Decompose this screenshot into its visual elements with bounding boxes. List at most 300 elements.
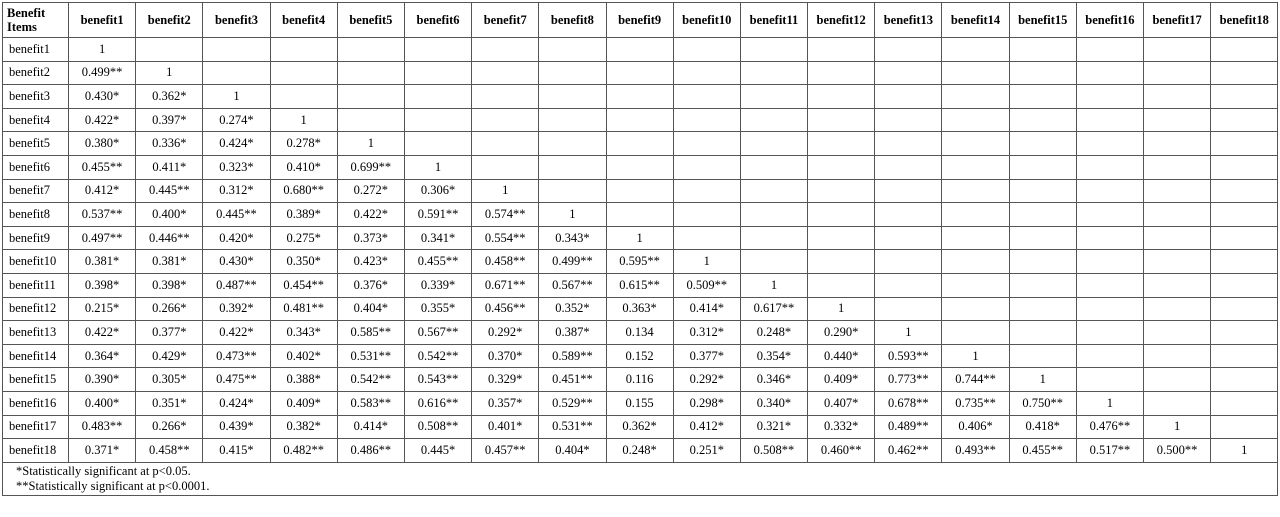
column-header: benefit11 — [740, 3, 807, 38]
correlation-cell: 1 — [69, 38, 136, 62]
correlation-cell: 0.537** — [69, 203, 136, 227]
correlation-cell: 0.499** — [69, 61, 136, 85]
correlation-cell: 0.616** — [404, 391, 471, 415]
column-header: benefit1 — [69, 3, 136, 38]
empty-cell — [270, 85, 337, 109]
table-body — [3, 38, 1278, 463]
correlation-cell: 1 — [1211, 439, 1278, 463]
empty-cell — [1076, 297, 1143, 321]
correlation-cell: 0.567** — [404, 321, 471, 345]
empty-cell — [740, 61, 807, 85]
correlation-cell: 0.699** — [337, 155, 404, 179]
empty-cell — [942, 108, 1009, 132]
empty-cell — [673, 38, 740, 62]
table-row — [3, 250, 1278, 274]
column-header: benefit7 — [472, 3, 539, 38]
empty-cell — [337, 61, 404, 85]
empty-cell — [1211, 250, 1278, 274]
empty-cell — [337, 85, 404, 109]
correlation-cell: 0.411* — [136, 155, 203, 179]
empty-cell — [404, 85, 471, 109]
correlation-cell: 0.458** — [136, 439, 203, 463]
correlation-cell: 0.455** — [1009, 439, 1076, 463]
correlation-cell: 0.346* — [740, 368, 807, 392]
correlation-cell: 0.457** — [472, 439, 539, 463]
empty-cell — [1009, 85, 1076, 109]
row-label: benefit16 — [3, 391, 69, 415]
empty-cell — [673, 85, 740, 109]
column-header: benefit4 — [270, 3, 337, 38]
correlation-cell: 0.440* — [808, 344, 875, 368]
empty-cell — [472, 108, 539, 132]
correlation-cell: 0.462** — [875, 439, 942, 463]
empty-cell — [1211, 273, 1278, 297]
correlation-cell: 0.343* — [270, 321, 337, 345]
column-header: benefit6 — [404, 3, 471, 38]
correlation-cell: 0.671** — [472, 273, 539, 297]
correlation-cell: 0.266* — [136, 297, 203, 321]
empty-cell — [1144, 203, 1211, 227]
correlation-cell: 0.744** — [942, 368, 1009, 392]
empty-cell — [1076, 85, 1143, 109]
correlation-cell: 0.388* — [270, 368, 337, 392]
correlation-cell: 0.380* — [69, 132, 136, 156]
correlation-cell: 0.410* — [270, 155, 337, 179]
correlation-cell: 1 — [606, 226, 673, 250]
correlation-cell: 1 — [337, 132, 404, 156]
empty-cell — [472, 38, 539, 62]
note-significance-0001: **Statistically significant at p<0.0001. — [16, 478, 210, 493]
correlation-cell: 0.357* — [472, 391, 539, 415]
correlation-cell: 0.397* — [136, 108, 203, 132]
correlation-cell: 1 — [539, 203, 606, 227]
correlation-cell: 0.446** — [136, 226, 203, 250]
correlation-cell: 0.272* — [337, 179, 404, 203]
correlation-cell: 0.508** — [740, 439, 807, 463]
empty-cell — [1211, 155, 1278, 179]
empty-cell — [942, 297, 1009, 321]
correlation-cell: 0.473** — [203, 344, 270, 368]
empty-cell — [1144, 108, 1211, 132]
empty-cell — [942, 38, 1009, 62]
correlation-cell: 0.387* — [539, 321, 606, 345]
correlation-cell: 0.418* — [1009, 415, 1076, 439]
empty-cell — [539, 38, 606, 62]
empty-cell — [808, 61, 875, 85]
correlation-cell: 0.567** — [539, 273, 606, 297]
correlation-cell: 0.508** — [404, 415, 471, 439]
correlation-cell: 0.591** — [404, 203, 471, 227]
correlation-cell: 0.593** — [875, 344, 942, 368]
empty-cell — [808, 179, 875, 203]
correlation-cell: 0.392* — [203, 297, 270, 321]
empty-cell — [673, 132, 740, 156]
correlation-cell: 1 — [404, 155, 471, 179]
table-row — [3, 391, 1278, 415]
empty-cell — [472, 155, 539, 179]
row-label: benefit1 — [3, 38, 69, 62]
correlation-cell: 0.398* — [69, 273, 136, 297]
correlation-cell: 0.404* — [337, 297, 404, 321]
empty-cell — [875, 273, 942, 297]
correlation-cell: 0.362* — [606, 415, 673, 439]
empty-cell — [740, 250, 807, 274]
empty-cell — [1144, 321, 1211, 345]
empty-cell — [606, 179, 673, 203]
empty-cell — [740, 179, 807, 203]
empty-cell — [740, 226, 807, 250]
table-row — [3, 344, 1278, 368]
empty-cell — [1211, 203, 1278, 227]
empty-cell — [875, 226, 942, 250]
correlation-cell: 0.680** — [270, 179, 337, 203]
empty-cell — [942, 203, 1009, 227]
empty-cell — [1009, 155, 1076, 179]
correlation-cell: 0.351* — [136, 391, 203, 415]
empty-cell — [1144, 179, 1211, 203]
correlation-cell: 0.414* — [337, 415, 404, 439]
correlation-cell: 0.376* — [337, 273, 404, 297]
correlation-cell: 0.292* — [472, 321, 539, 345]
empty-cell — [1144, 344, 1211, 368]
table-row — [3, 61, 1278, 85]
empty-cell — [203, 38, 270, 62]
notes-row — [3, 462, 1278, 495]
empty-cell — [337, 108, 404, 132]
empty-cell — [1076, 321, 1143, 345]
correlation-cell: 0.362* — [136, 85, 203, 109]
correlation-cell: 0.415* — [203, 439, 270, 463]
empty-cell — [539, 132, 606, 156]
correlation-cell: 0.454** — [270, 273, 337, 297]
correlation-cell: 1 — [472, 179, 539, 203]
correlation-cell: 1 — [875, 321, 942, 345]
correlation-cell: 0.409* — [270, 391, 337, 415]
empty-cell — [1076, 203, 1143, 227]
table-row — [3, 439, 1278, 463]
empty-cell — [539, 61, 606, 85]
empty-cell — [1076, 61, 1143, 85]
empty-cell — [1211, 38, 1278, 62]
empty-cell — [1211, 108, 1278, 132]
empty-cell — [808, 273, 875, 297]
correlation-cell: 0.445* — [404, 439, 471, 463]
correlation-cell: 0.377* — [136, 321, 203, 345]
empty-cell — [1144, 250, 1211, 274]
empty-cell — [1211, 61, 1278, 85]
correlation-cell: 0.381* — [136, 250, 203, 274]
correlation-cell: 0.456** — [472, 297, 539, 321]
empty-cell — [942, 61, 1009, 85]
empty-cell — [1144, 226, 1211, 250]
empty-cell — [1076, 179, 1143, 203]
empty-cell — [1211, 321, 1278, 345]
correlation-cell: 0.275* — [270, 226, 337, 250]
table-row — [3, 203, 1278, 227]
column-header: benefit8 — [539, 3, 606, 38]
empty-cell — [942, 132, 1009, 156]
correlation-cell: 0.412* — [673, 415, 740, 439]
correlation-cell: 0.340* — [740, 391, 807, 415]
row-label: benefit11 — [3, 273, 69, 297]
correlation-cell: 0.422* — [203, 321, 270, 345]
column-header: benefit12 — [808, 3, 875, 38]
row-label: benefit17 — [3, 415, 69, 439]
empty-cell — [808, 85, 875, 109]
empty-cell — [1009, 132, 1076, 156]
empty-cell — [1211, 415, 1278, 439]
correlation-cell: 1 — [1009, 368, 1076, 392]
empty-cell — [1211, 368, 1278, 392]
empty-cell — [942, 321, 1009, 345]
correlation-cell: 0.574** — [472, 203, 539, 227]
empty-cell — [606, 132, 673, 156]
row-label: benefit15 — [3, 368, 69, 392]
empty-cell — [808, 250, 875, 274]
correlation-cell: 0.354* — [740, 344, 807, 368]
correlation-cell: 0.363* — [606, 297, 673, 321]
correlation-cell: 0.531** — [539, 415, 606, 439]
correlation-cell: 0.251* — [673, 439, 740, 463]
column-header: benefit18 — [1211, 3, 1278, 38]
correlation-cell: 0.274* — [203, 108, 270, 132]
table-row — [3, 132, 1278, 156]
correlation-cell: 1 — [942, 344, 1009, 368]
correlation-cell: 0.595** — [606, 250, 673, 274]
correlation-cell: 0.455** — [69, 155, 136, 179]
empty-cell — [203, 61, 270, 85]
correlation-cell: 0.483** — [69, 415, 136, 439]
row-label: benefit8 — [3, 203, 69, 227]
empty-cell — [942, 85, 1009, 109]
table-notes — [3, 462, 1278, 495]
empty-cell — [673, 226, 740, 250]
row-label: benefit18 — [3, 439, 69, 463]
correlation-cell: 0.475** — [203, 368, 270, 392]
empty-cell — [270, 38, 337, 62]
correlation-cell: 0.489** — [875, 415, 942, 439]
table-row — [3, 38, 1278, 62]
empty-cell — [740, 155, 807, 179]
correlation-cell: 0.517** — [1076, 439, 1143, 463]
correlation-cell: 0.352* — [539, 297, 606, 321]
empty-cell — [875, 203, 942, 227]
empty-cell — [1144, 297, 1211, 321]
correlation-cell: 0.373* — [337, 226, 404, 250]
empty-cell — [740, 108, 807, 132]
empty-cell — [1009, 273, 1076, 297]
correlation-cell: 0.381* — [69, 250, 136, 274]
empty-cell — [1009, 321, 1076, 345]
empty-cell — [1144, 132, 1211, 156]
empty-cell — [136, 38, 203, 62]
correlation-cell: 0.248* — [740, 321, 807, 345]
empty-cell — [539, 179, 606, 203]
empty-cell — [740, 85, 807, 109]
correlation-cell: 0.215* — [69, 297, 136, 321]
empty-cell — [472, 85, 539, 109]
correlation-cell: 0.329* — [472, 368, 539, 392]
correlation-cell: 0.278* — [270, 132, 337, 156]
correlation-cell: 0.773** — [875, 368, 942, 392]
correlation-cell: 0.407* — [808, 391, 875, 415]
correlation-cell: 0.509** — [673, 273, 740, 297]
empty-cell — [404, 38, 471, 62]
table-row — [3, 321, 1278, 345]
correlation-cell: 0.312* — [673, 321, 740, 345]
correlation-cell: 0.542** — [404, 344, 471, 368]
correlation-cell: 0.402* — [270, 344, 337, 368]
correlation-cell: 0.323* — [203, 155, 270, 179]
correlation-cell: 0.404* — [539, 439, 606, 463]
correlation-cell: 0.355* — [404, 297, 471, 321]
empty-cell — [875, 38, 942, 62]
correlation-cell: 0.497** — [69, 226, 136, 250]
correlation-cell: 0.332* — [808, 415, 875, 439]
correlation-cell: 0.422* — [69, 108, 136, 132]
correlation-cell: 0.493** — [942, 439, 1009, 463]
empty-cell — [875, 108, 942, 132]
empty-cell — [404, 108, 471, 132]
row-label: benefit4 — [3, 108, 69, 132]
empty-cell — [673, 61, 740, 85]
empty-cell — [1009, 38, 1076, 62]
empty-cell — [1211, 179, 1278, 203]
correlation-cell: 0.422* — [69, 321, 136, 345]
correlation-cell: 1 — [740, 273, 807, 297]
note-significance-05: *Statistically significant at p<0.05. — [16, 463, 191, 478]
empty-cell — [606, 203, 673, 227]
empty-cell — [539, 85, 606, 109]
empty-cell — [875, 132, 942, 156]
empty-cell — [1211, 85, 1278, 109]
correlation-cell: 0.585** — [337, 321, 404, 345]
empty-cell — [740, 203, 807, 227]
correlation-cell: 0.499** — [539, 250, 606, 274]
column-header: benefit14 — [942, 3, 1009, 38]
correlation-cell: 1 — [1076, 391, 1143, 415]
empty-cell — [1076, 273, 1143, 297]
empty-cell — [1076, 368, 1143, 392]
empty-cell — [875, 250, 942, 274]
empty-cell — [673, 203, 740, 227]
empty-cell — [606, 155, 673, 179]
empty-cell — [1144, 155, 1211, 179]
row-label: benefit6 — [3, 155, 69, 179]
correlation-cell: 1 — [136, 61, 203, 85]
empty-cell — [606, 85, 673, 109]
correlation-cell: 0.423* — [337, 250, 404, 274]
column-header: benefit16 — [1076, 3, 1143, 38]
corner-header: Benefit Items — [3, 3, 69, 38]
correlation-cell: 0.542** — [337, 368, 404, 392]
row-label: benefit9 — [3, 226, 69, 250]
empty-cell — [1009, 226, 1076, 250]
header-row — [3, 3, 1278, 38]
empty-cell — [1076, 38, 1143, 62]
table-row — [3, 273, 1278, 297]
correlation-cell: 0.390* — [69, 368, 136, 392]
correlation-cell: 0.543** — [404, 368, 471, 392]
empty-cell — [404, 61, 471, 85]
correlation-cell: 0.414* — [673, 297, 740, 321]
empty-cell — [808, 203, 875, 227]
column-header: benefit9 — [606, 3, 673, 38]
empty-cell — [472, 61, 539, 85]
empty-cell — [606, 108, 673, 132]
correlation-cell: 0.343* — [539, 226, 606, 250]
correlation-cell: 0.531** — [337, 344, 404, 368]
column-header: benefit17 — [1144, 3, 1211, 38]
correlation-cell: 0.486** — [337, 439, 404, 463]
correlation-cell: 0.290* — [808, 321, 875, 345]
correlation-cell: 0.430* — [203, 250, 270, 274]
correlation-cell: 0.248* — [606, 439, 673, 463]
correlation-cell: 0.364* — [69, 344, 136, 368]
empty-cell — [808, 155, 875, 179]
empty-cell — [1211, 391, 1278, 415]
empty-cell — [1076, 344, 1143, 368]
correlation-cell: 0.339* — [404, 273, 471, 297]
correlation-cell: 0.382* — [270, 415, 337, 439]
empty-cell — [808, 226, 875, 250]
correlation-cell: 0.266* — [136, 415, 203, 439]
empty-cell — [673, 155, 740, 179]
correlation-cell: 0.306* — [404, 179, 471, 203]
empty-cell — [1211, 132, 1278, 156]
correlation-matrix-table — [2, 2, 1278, 496]
empty-cell — [942, 179, 1009, 203]
empty-cell — [1009, 203, 1076, 227]
row-label: benefit2 — [3, 61, 69, 85]
correlation-cell: 0.424* — [203, 391, 270, 415]
empty-cell — [472, 132, 539, 156]
correlation-cell: 0.401* — [472, 415, 539, 439]
correlation-cell: 0.389* — [270, 203, 337, 227]
correlation-cell: 0.617** — [740, 297, 807, 321]
empty-cell — [1076, 226, 1143, 250]
empty-cell — [1144, 38, 1211, 62]
correlation-cell: 0.481** — [270, 297, 337, 321]
table-row — [3, 226, 1278, 250]
empty-cell — [1211, 297, 1278, 321]
empty-cell — [539, 155, 606, 179]
empty-cell — [1144, 61, 1211, 85]
correlation-cell: 0.371* — [69, 439, 136, 463]
correlation-cell: 0.460** — [808, 439, 875, 463]
correlation-cell: 0.589** — [539, 344, 606, 368]
table-row — [3, 85, 1278, 109]
empty-cell — [539, 108, 606, 132]
empty-cell — [270, 61, 337, 85]
empty-cell — [875, 85, 942, 109]
column-header: benefit3 — [203, 3, 270, 38]
empty-cell — [808, 38, 875, 62]
row-label: benefit14 — [3, 344, 69, 368]
correlation-cell: 0.500** — [1144, 439, 1211, 463]
correlation-cell: 0.554** — [472, 226, 539, 250]
correlation-cell: 0.409* — [808, 368, 875, 392]
row-label: benefit13 — [3, 321, 69, 345]
correlation-cell: 0.430* — [69, 85, 136, 109]
empty-cell — [673, 179, 740, 203]
correlation-cell: 0.422* — [337, 203, 404, 227]
table-row — [3, 297, 1278, 321]
empty-cell — [1144, 391, 1211, 415]
correlation-cell: 0.482** — [270, 439, 337, 463]
correlation-cell: 0.336* — [136, 132, 203, 156]
correlation-cell: 0.400* — [69, 391, 136, 415]
